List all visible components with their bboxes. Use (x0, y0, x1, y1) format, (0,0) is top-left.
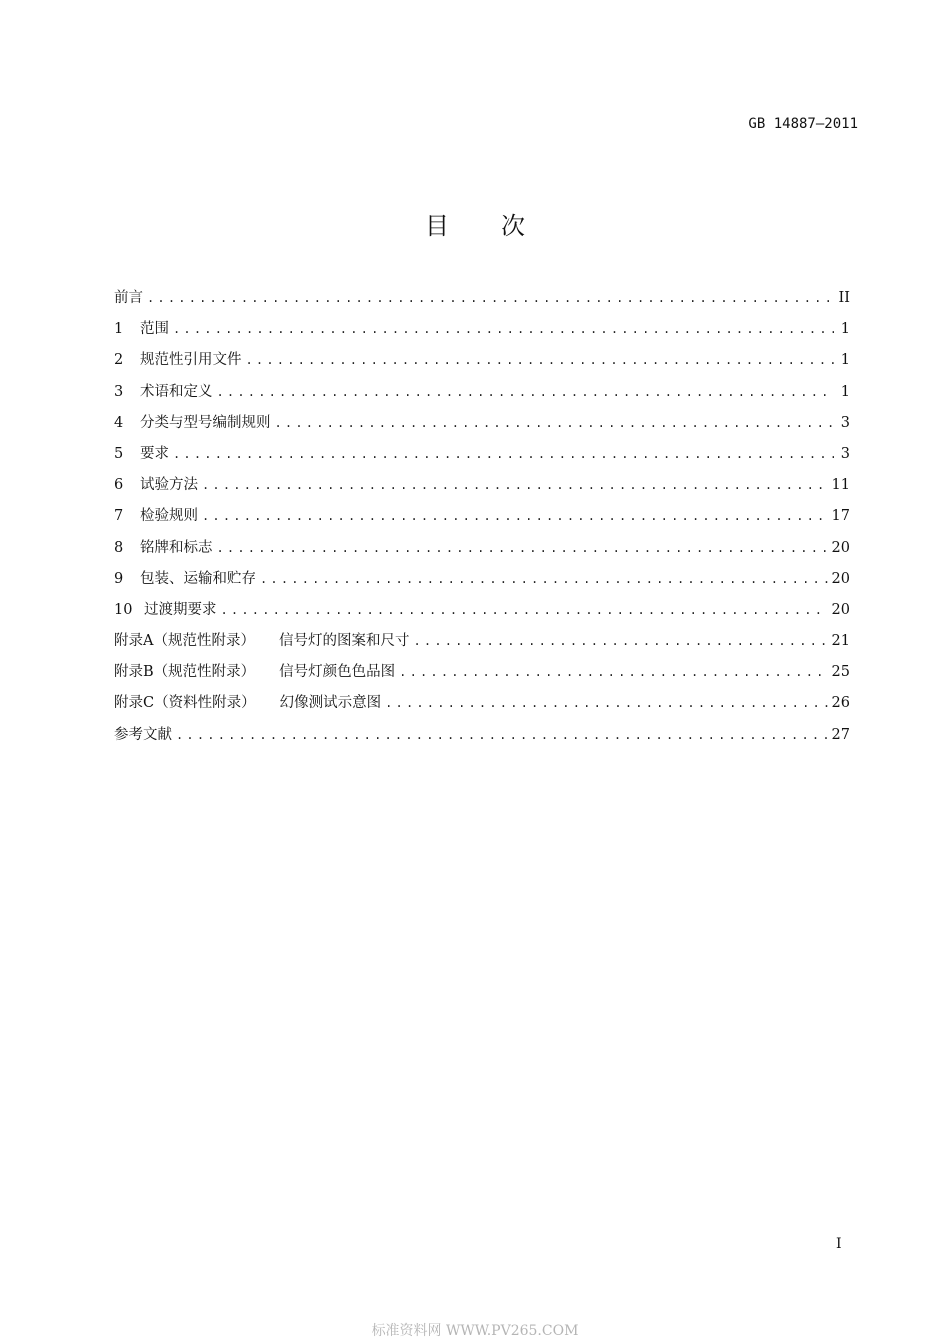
toc-entry[interactable] (114, 536, 850, 567)
toc-entry[interactable] (114, 442, 850, 473)
toc-entry-page: 20 (831, 539, 850, 556)
toc-entry-label: 参考文献 (114, 726, 172, 743)
dot-leader (217, 541, 828, 555)
toc-entry[interactable] (114, 380, 850, 411)
toc-entry-label: 术语和定义 (140, 383, 213, 400)
toc-entry-number: 4 (114, 414, 124, 431)
toc-entry-label: 试验方法 (140, 477, 198, 494)
dot-leader (173, 322, 834, 336)
toc-entry-page: 3 (840, 445, 850, 462)
toc-entry-number: 10 (114, 601, 133, 618)
page-title (0, 206, 950, 241)
dot-leader (260, 572, 828, 586)
dot-leader (202, 478, 828, 492)
toc-entry-number: 2 (114, 352, 124, 369)
toc-entry-page: 27 (831, 726, 850, 743)
dot-leader (147, 291, 834, 305)
toc-entry-page: 26 (831, 695, 850, 712)
toc-entry-number: 1 (114, 321, 124, 338)
standard-number: GB 14887—2011 (748, 116, 858, 132)
toc-entry[interactable] (114, 598, 850, 629)
dot-leader (202, 509, 828, 523)
toc-entry-subtitle: 信号灯颜色色品图 (279, 664, 396, 681)
toc-entry-number: 8 (114, 539, 124, 556)
dot-leader (275, 416, 835, 430)
toc-entry-number: 9 (114, 570, 124, 587)
dot-leader (246, 353, 835, 367)
toc-entry-page: 25 (831, 664, 850, 681)
toc-entry-page: 21 (831, 633, 850, 650)
toc-entry-number: 7 (114, 508, 124, 525)
toc-entry-page: 20 (831, 570, 850, 587)
dot-leader (173, 447, 834, 461)
title-char: 目 (425, 212, 449, 240)
toc-entry-label: 过渡期要求 (144, 601, 217, 618)
title-char: 次 (501, 212, 525, 240)
toc-entry[interactable] (114, 723, 850, 754)
toc-entry[interactable] (114, 691, 850, 722)
dot-leader (176, 728, 828, 742)
toc-entry-label: 规范性引用文件 (140, 352, 242, 369)
dot-leader (399, 665, 827, 679)
toc-entry-label: 前言 (114, 290, 143, 306)
toc-entry-label: 铭牌和标志 (140, 539, 213, 556)
dot-leader (413, 634, 827, 648)
toc-entry[interactable] (114, 411, 850, 442)
table-of-contents (114, 286, 850, 754)
dot-leader (385, 696, 827, 710)
toc-entry-page: 20 (831, 601, 850, 618)
toc-entry-page: 3 (840, 414, 850, 431)
toc-entry[interactable] (114, 348, 850, 379)
page-number: I (836, 1236, 842, 1252)
toc-entry-label: 检验规则 (140, 508, 198, 525)
toc-entry-number: 3 (114, 383, 124, 400)
toc-entry-number: 6 (114, 477, 124, 494)
toc-entry-subtitle: 幻像测试示意图 (279, 695, 382, 712)
toc-entry-label: 分类与型号编制规则 (140, 414, 271, 431)
toc-entry[interactable] (114, 504, 850, 535)
toc-entry-label: 范围 (140, 321, 169, 338)
toc-entry[interactable] (114, 317, 850, 348)
toc-entry-number: 5 (114, 445, 124, 462)
toc-entry-label: 包装、运输和贮存 (140, 570, 256, 587)
toc-entry-page: 1 (840, 352, 850, 369)
toc-entry[interactable] (114, 286, 850, 317)
toc-entry-page: 17 (831, 508, 850, 525)
dot-leader (221, 603, 828, 617)
toc-entry[interactable] (114, 567, 850, 598)
toc-entry-page: 11 (831, 477, 850, 494)
toc-entry[interactable] (114, 660, 850, 691)
toc-entry[interactable] (114, 473, 850, 504)
toc-entry-page: II (838, 290, 850, 306)
toc-entry-page: 1 (840, 383, 850, 400)
toc-entry-subtitle: 信号灯的图案和尺寸 (278, 633, 410, 650)
toc-entry-label: 附录A（规范性附录） (114, 633, 255, 650)
toc-entry-label: 要求 (140, 445, 169, 462)
toc-entry-page: 1 (840, 321, 850, 338)
toc-entry-label: 附录C（资料性附录） (114, 695, 256, 712)
dot-leader (217, 385, 835, 399)
toc-entry-label: 附录B（规范性附录） (114, 664, 256, 681)
watermark: 标准资料网 WWW.PV265.COM (371, 1323, 579, 1339)
toc-entry[interactable] (114, 629, 850, 660)
